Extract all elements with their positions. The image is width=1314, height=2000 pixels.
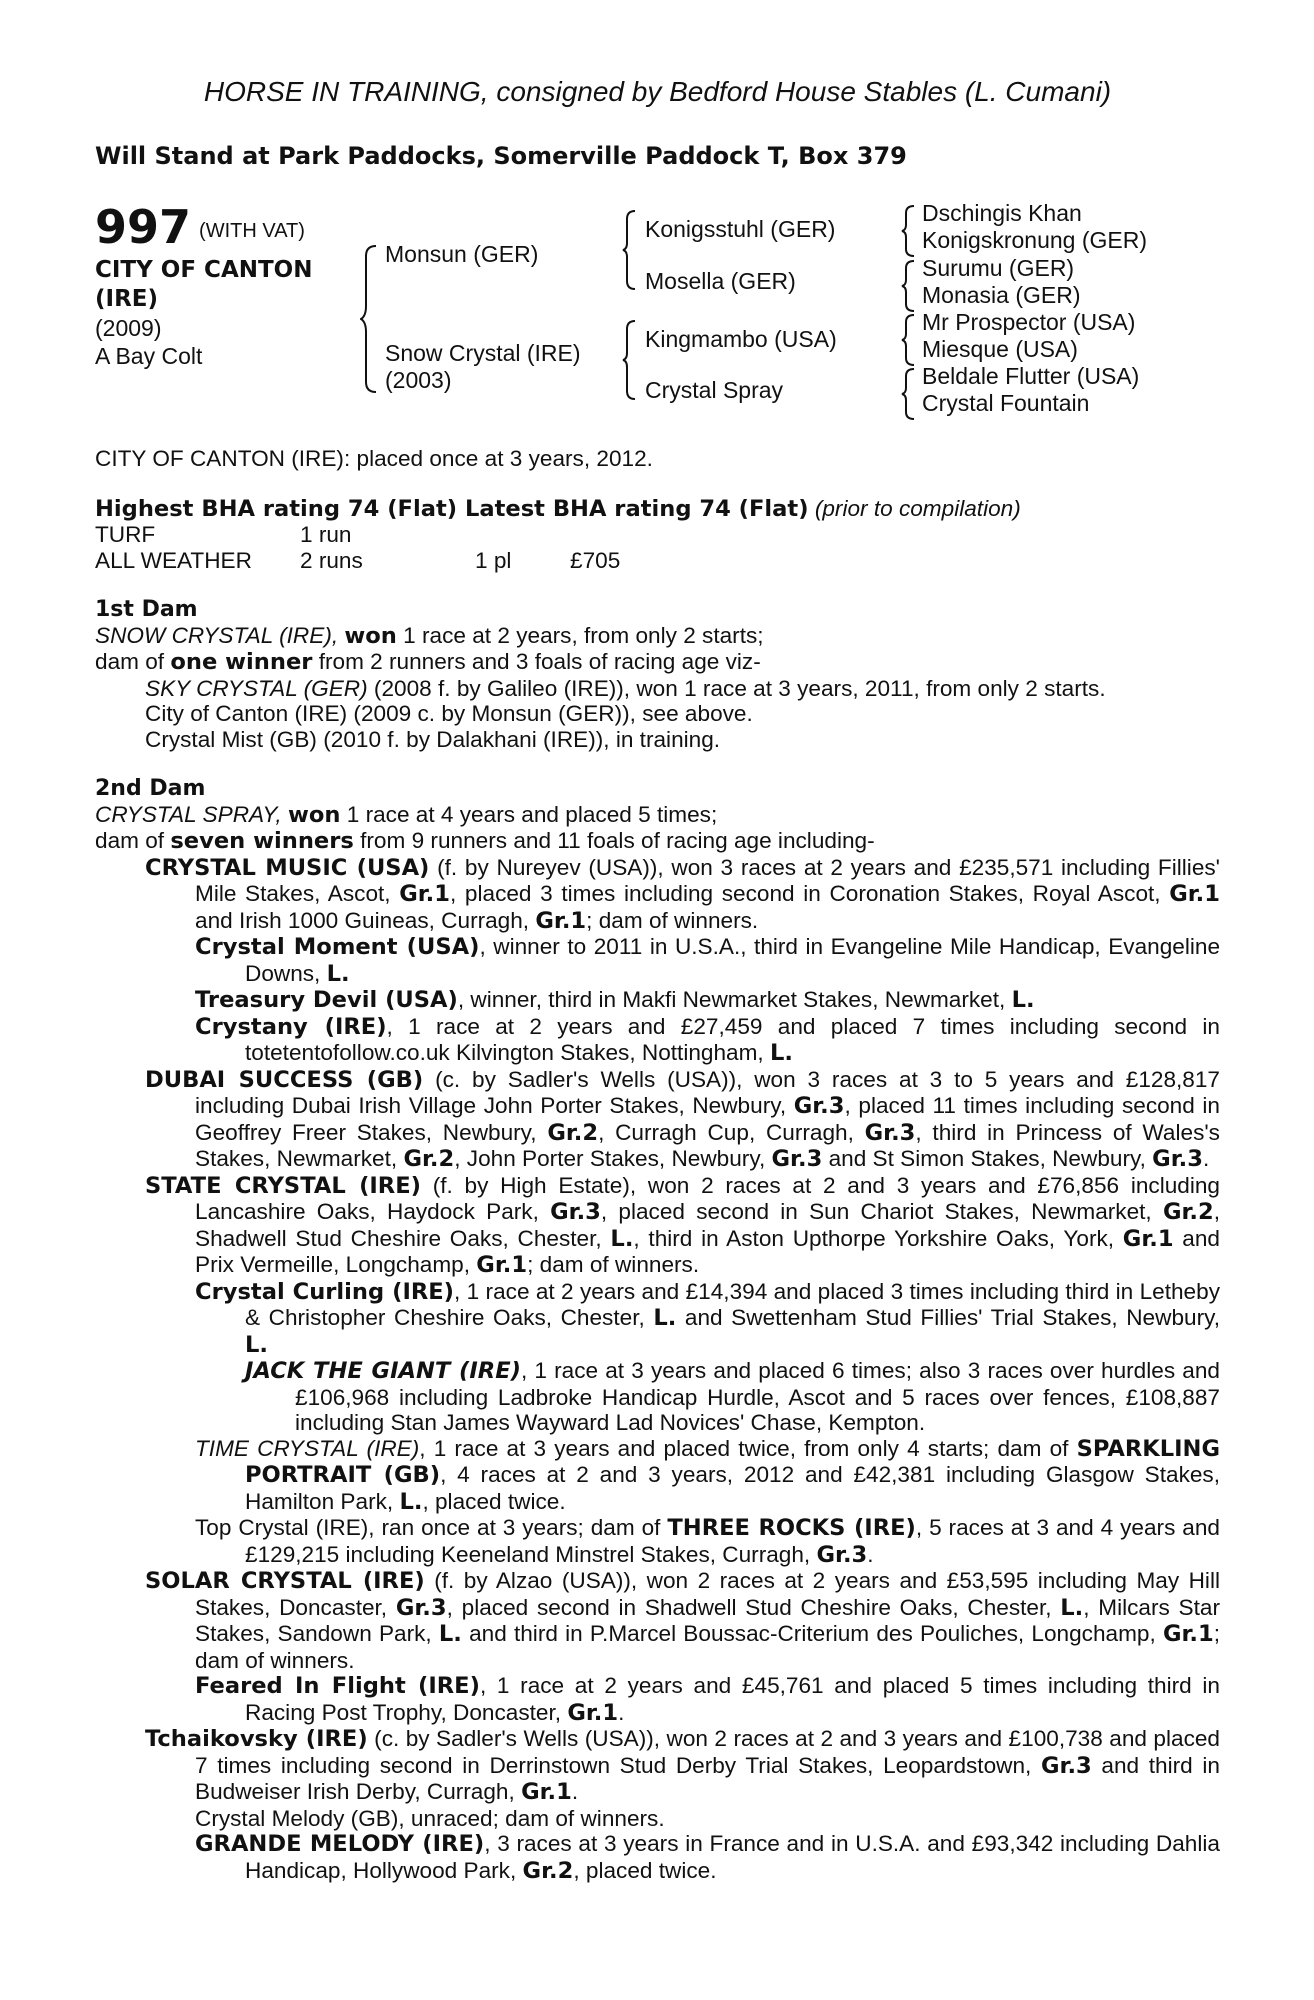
- text: , 1 race at 2 years and £45,761 and placed 5 times including third in Racing Post Trophy, Doncaster,: [245, 1673, 1220, 1725]
- produce-entry: [95, 676, 1220, 702]
- lot-block: [95, 202, 312, 370]
- text: and Irish 1000 Guineas, Curragh,: [195, 907, 536, 933]
- text: .: [867, 1541, 874, 1567]
- produce-entry-crystal-moment: [95, 934, 1220, 987]
- pedigree-gg2: Konigskronung (GER): [922, 227, 1147, 253]
- rating-bold: Highest BHA rating 74 (Flat) Latest BHA rating 74 (Flat): [95, 495, 809, 522]
- grade: Gr.1: [1169, 881, 1220, 907]
- grade: Gr.3: [550, 1199, 601, 1225]
- pedigree-gg1: Dschingis Khan: [922, 200, 1082, 226]
- grade: Gr.3: [793, 1093, 845, 1119]
- produce-entry-crystany: [95, 1014, 1220, 1067]
- produce-entry-crystal-music: [95, 855, 1220, 935]
- lot-number: 997: [95, 200, 192, 254]
- produce-entry-state-crystal: [95, 1173, 1220, 1279]
- text: , placed twice.: [422, 1488, 566, 1514]
- produce-entry: Crystal Mist (GB) (2010 f. by Dalakhani (IRE)), in training.: [145, 726, 721, 752]
- pedigree-brace-3b: [901, 259, 917, 313]
- grade: L.: [610, 1225, 634, 1252]
- grade: Gr.2: [547, 1119, 599, 1146]
- pedigree-dam-dam: Crystal Spray: [645, 377, 784, 403]
- pedigree-dam: Snow Crystal (IRE): [385, 340, 581, 366]
- text: (c. by Sadler's Wells (USA)), won 3 races at 3 to 5 years and £128,817 including Dubai Irish Village John Porter Stakes, Newbury,: [195, 1066, 1220, 1118]
- text: and third in Budweiser Irish Derby, Curragh,: [195, 1752, 1220, 1804]
- second-dam-line1: [95, 802, 1220, 829]
- first-dam-heading: 1st Dam: [95, 597, 198, 622]
- race-record-body: [95, 446, 1220, 1884]
- produce-name: SKY CRYSTAL (GER): [145, 675, 368, 701]
- pedigree-sire-dam: Mosella (GER): [645, 268, 796, 294]
- grade: Gr.1: [567, 1699, 619, 1726]
- text: , 1 race at 3 years and placed twice, from only 4 starts; dam of: [419, 1435, 1077, 1461]
- grade: L.: [653, 1305, 677, 1331]
- text: , placed second in Shadwell Stud Cheshire Oaks, Chester,: [446, 1594, 1061, 1620]
- pedigree-dam-year: (2003): [385, 367, 452, 393]
- grade: L.: [399, 1488, 423, 1515]
- produce-entry-time-crystal: [95, 1436, 1220, 1516]
- text: , Shadwell Stud Cheshire Oaks, Chester,: [195, 1199, 1220, 1251]
- first-dam-won: won: [344, 622, 397, 649]
- text: , winner to 2011 in U.S.A., third in Evangeline Mile Handicap, Evangeline Downs,: [245, 934, 1221, 986]
- produce-record: (2008 f. by Galileo (IRE)), won 1 race at 3 years, 2011, from only 2 starts.: [367, 675, 1106, 701]
- produce-name: SOLAR CRYSTAL (IRE): [145, 1568, 425, 1594]
- aw-prize: £705: [570, 547, 621, 573]
- pedigree-sire: Monsun (GER): [385, 241, 539, 267]
- text: (f. by High Estate), won 2 races at 2 and 3 years and £76,856 including Lancashire Oaks, Haydock Park,: [195, 1172, 1221, 1224]
- text: ; dam of winners.: [527, 1252, 700, 1277]
- grade: Gr.1: [535, 907, 587, 934]
- text: Top Crystal (IRE), ran once at 3 years; dam of: [195, 1515, 668, 1540]
- grade: L.: [438, 1621, 462, 1647]
- produce-entry-crystal-curling: [95, 1279, 1220, 1359]
- produce-entry-treasury-devil: [95, 987, 1220, 1014]
- produce-entry-feared-in-flight: [95, 1673, 1220, 1726]
- produce-entry-tchaikovsky: [95, 1726, 1220, 1806]
- produce-entry-solar-crystal: [95, 1568, 1220, 1673]
- grade: Gr.3: [395, 1594, 447, 1621]
- rating-line: [95, 496, 1220, 523]
- produce-name: JACK THE GIANT (IRE): [245, 1358, 521, 1384]
- text: , placed 11 times including second in Geoffrey Freer Stakes, Newbury,: [195, 1093, 1220, 1145]
- text: , 1 race at 3 years and placed 6 times; also 3 races over hurdles and £106,968 including Ladbroke Handicap Hurdle, Ascot and 5 races over fences, £108,887 including Stan James Wayward Lad Novices' Chase, Kempton.: [295, 1358, 1220, 1435]
- text: .: [571, 1779, 579, 1804]
- pedigree-gg8: Crystal Fountain: [922, 390, 1090, 416]
- lot-vat: (WITH VAT): [199, 220, 305, 242]
- grade: Gr.1: [1162, 1621, 1214, 1647]
- horse-year: (2009): [95, 315, 162, 341]
- produce-entry: City of Canton (IRE) (2009 c. by Monsun (GER)), see above.: [145, 701, 753, 726]
- produce-entry-crystal-melody: Crystal Melody (GB), unraced; dam of winners.: [195, 1805, 665, 1831]
- pedigree-brace-2b: [622, 319, 638, 401]
- second-dam-name: CRYSTAL SPRAY,: [95, 801, 288, 827]
- turf-row: [95, 522, 1220, 548]
- text: .: [1202, 1146, 1210, 1171]
- produce-entry-jack-the-giant: [95, 1358, 1220, 1436]
- grade: Gr.3: [816, 1541, 868, 1568]
- grade: L.: [769, 1040, 793, 1066]
- produce-name: CRYSTAL MUSIC (USA): [145, 854, 430, 881]
- horse-name-line2: (IRE): [95, 286, 159, 312]
- grade: Gr.1: [1122, 1225, 1174, 1252]
- text: (f. by Alzao (USA)), won 2 races at 2 years and £53,595 including May Hill Stakes, Doncaster,: [195, 1568, 1220, 1620]
- first-dam-line1: [95, 623, 1220, 650]
- grade: Gr.2: [522, 1857, 574, 1884]
- produce-name: GRANDE MELODY (IRE): [195, 1831, 485, 1857]
- text: and St Simon Stakes, Newbury,: [822, 1146, 1153, 1171]
- grade: L.: [245, 1331, 268, 1358]
- text: from 2 runners and 3 foals of racing age viz-: [312, 649, 761, 674]
- produce-name: STATE CRYSTAL (IRE): [145, 1172, 421, 1199]
- produce-name: Crystany (IRE): [195, 1013, 387, 1040]
- produce-name: Treasury Devil (USA): [195, 987, 458, 1013]
- grade: L.: [326, 960, 350, 987]
- grade: Gr.1: [399, 881, 450, 907]
- page-title: HORSE IN TRAINING, consigned by Bedford House Stables (L. Cumani): [203, 76, 1112, 107]
- winner-count: seven winners: [170, 828, 354, 854]
- pedigree-gg4: Monasia (GER): [922, 282, 1081, 308]
- first-dam-name: SNOW CRYSTAL (IRE),: [95, 622, 345, 648]
- text: , winner, third in Makfi Newmarket Stakes, Newmarket,: [457, 987, 1012, 1012]
- pedigree-brace-3d: [901, 367, 917, 421]
- text: from 9 runners and 11 foals of racing age including-: [353, 828, 875, 853]
- text: , 1 race at 2 years and £14,394 and placed 3 times including third in Letheby & Christopher Cheshire Oaks, Chester,: [245, 1278, 1220, 1330]
- first-dam-record: 1 race at 2 years, from only 2 starts;: [396, 622, 764, 648]
- text: (f. by Nureyev (USA)), won 3 races at 2 years and £235,571 including Fillies' Mile Stakes, Ascot,: [195, 854, 1220, 906]
- text: ; dam of winners.: [195, 1621, 1220, 1673]
- text: , 1 race at 2 years and £27,459 and placed 7 times including second in totetentofollow.co.uk Kilvington Stakes, Nottingham,: [245, 1013, 1220, 1065]
- text: , John Porter Stakes, Newbury,: [454, 1146, 772, 1171]
- pedigree-gg3: Surumu (GER): [922, 255, 1075, 281]
- grade: Gr.2: [403, 1146, 455, 1172]
- first-dam-line2: [95, 649, 1220, 676]
- aw-label: ALL WEATHER: [95, 547, 252, 573]
- text: .: [618, 1699, 625, 1725]
- text: , third in Princess of Wales's Stakes, Newmarket,: [195, 1119, 1220, 1171]
- pedigree-brace-3c: [901, 313, 917, 367]
- grade: L.: [1060, 1594, 1084, 1621]
- text: dam of: [95, 649, 171, 674]
- text: , 4 races at 2 and 3 years, 2012 and £42,381 including Glasgow Stakes, Hamilton Park,: [245, 1462, 1221, 1514]
- grade: Gr.3: [771, 1146, 823, 1172]
- produce-entry-dubai-success: [95, 1067, 1220, 1173]
- pedigree-brace-1: [360, 244, 380, 394]
- second-dam-record: 1 race at 4 years and placed 5 times;: [340, 801, 718, 827]
- winner-count: one winner: [170, 649, 313, 675]
- grade: Gr.3: [1152, 1146, 1203, 1172]
- text: ; dam of winners.: [586, 907, 759, 933]
- grade: Gr.1: [521, 1779, 572, 1805]
- second-dam-heading: 2nd Dam: [95, 776, 206, 801]
- pedigree-brace-2a: [622, 209, 638, 291]
- grade: Gr.2: [1162, 1199, 1214, 1225]
- produce-name: Tchaikovsky (IRE): [145, 1726, 368, 1752]
- text: (c. by Sadler's Wells (USA)), won 2 races at 2 and 3 years and £100,738 and placed 7 times including second in Derrinstown Stud Derby Trial Stakes, Leopardstown,: [195, 1726, 1220, 1778]
- text: and Prix Vermeille, Longchamp,: [195, 1225, 1220, 1277]
- produce-name: Crystal Moment (USA): [195, 934, 480, 960]
- aw-placed: 1 pl: [475, 547, 512, 573]
- pedigree-sire-sire: Konigsstuhl (GER): [645, 216, 836, 242]
- pedigree-dam-sire: Kingmambo (USA): [645, 326, 837, 352]
- turf-label: TURF: [95, 522, 156, 547]
- text: , placed second in Sun Chariot Stakes, Newmarket,: [600, 1199, 1163, 1224]
- text: , 3 races at 3 years in France and in U.S.A. and £93,342 including Dahlia Handicap, Hollywood Park,: [245, 1831, 1220, 1883]
- rating-note: (prior to compilation): [814, 495, 1021, 521]
- text: , placed twice.: [573, 1857, 717, 1883]
- produce-entry-grande-melody: [95, 1831, 1220, 1884]
- pedigree-gg7: Beldale Flutter (USA): [922, 363, 1140, 389]
- pedigree-brace-3a: [901, 204, 917, 258]
- stand-location: Will Stand at Park Paddocks, Somerville Paddock T, Box 379: [95, 142, 907, 170]
- text: , Milcars Star Stakes, Sandown Park,: [195, 1594, 1220, 1646]
- text: , Curragh Cup, Curragh,: [598, 1119, 865, 1145]
- race-summary: CITY OF CANTON (IRE): placed once at 3 years, 2012.: [95, 446, 653, 471]
- produce-name: Feared In Flight (IRE): [195, 1673, 480, 1699]
- aw-runs: 2 runs: [300, 547, 363, 573]
- text: and third in P.Marcel Boussac-Criterium des Pouliches, Longchamp,: [461, 1621, 1163, 1646]
- text: dam of: [95, 828, 171, 853]
- produce-name: THREE ROCKS (IRE): [667, 1515, 916, 1541]
- grade: Gr.1: [476, 1252, 528, 1278]
- produce-entry-top-crystal: [95, 1515, 1220, 1568]
- pedigree-gg6: Miesque (USA): [922, 336, 1078, 362]
- horse-description: A Bay Colt: [95, 343, 203, 369]
- turf-runs: 1 run: [300, 522, 352, 547]
- grade: L.: [1011, 987, 1035, 1013]
- text: , 5 races at 3 and 4 years and £129,215 including Keeneland Minstrel Stakes, Curragh,: [245, 1515, 1220, 1567]
- text: and Swettenham Stud Fillies' Trial Stakes, Newbury,: [676, 1305, 1220, 1330]
- produce-name: TIME CRYSTAL (IRE): [195, 1435, 420, 1461]
- text: , placed 3 times including second in Coronation Stakes, Royal Ascot,: [450, 881, 1170, 906]
- grade: Gr.3: [864, 1119, 916, 1146]
- grade: Gr.3: [1040, 1752, 1092, 1779]
- pedigree-gg5: Mr Prospector (USA): [922, 309, 1136, 335]
- produce-name: DUBAI SUCCESS (GB): [145, 1066, 424, 1093]
- second-dam-won: won: [287, 801, 341, 828]
- second-dam-line2: [95, 828, 1220, 855]
- horse-name-line1: CITY OF CANTON: [95, 257, 313, 283]
- aw-row: [95, 548, 1220, 574]
- produce-name: SPARKLING PORTRAIT (GB): [245, 1435, 1220, 1488]
- text: , third in Aston Upthorpe Yorkshire Oaks, York,: [633, 1225, 1123, 1251]
- produce-name: Crystal Curling (IRE): [195, 1278, 455, 1305]
